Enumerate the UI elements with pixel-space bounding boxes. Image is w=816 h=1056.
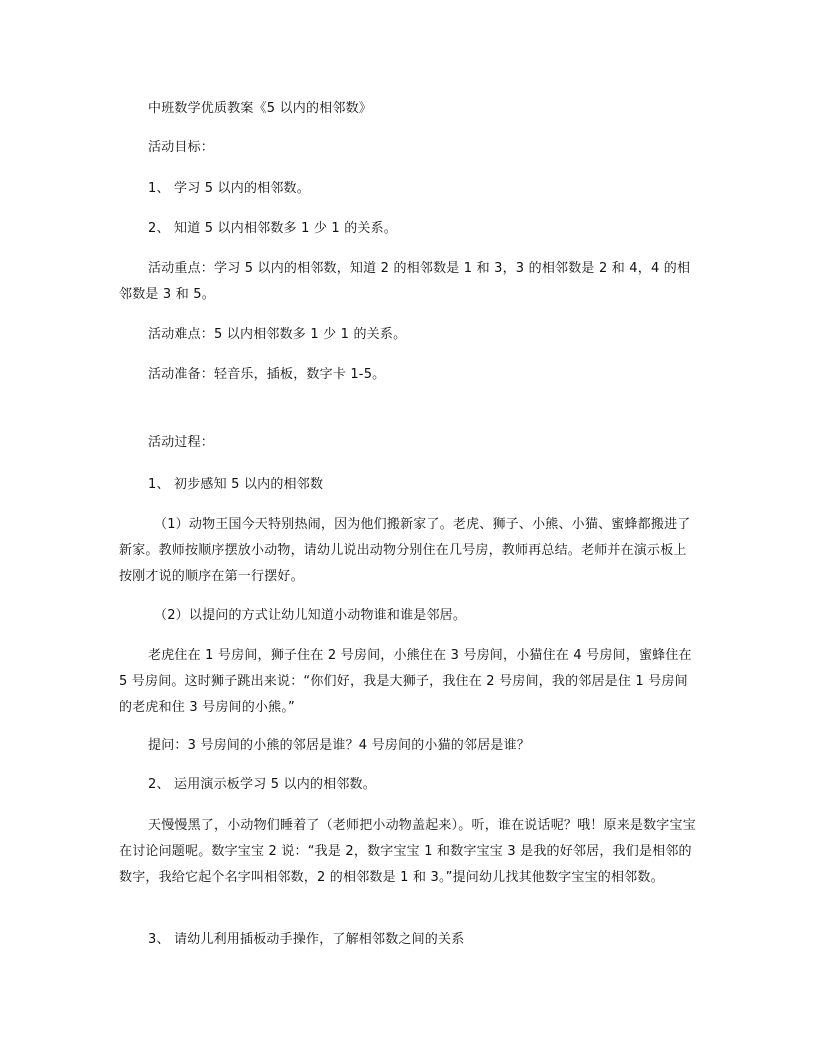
process-heading: 活动过程： xyxy=(148,435,215,450)
step-1-paragraph-2: （2）以提问的方式让幼儿知道小动物谁和谁是邻居。 xyxy=(154,608,467,623)
step-1-paragraph-1: （1）动物王国今天特别热闹，因为他们搬新家了。老虎、狮子、小熊、小猫、蜜蜂都搬进了新家。教师按顺序摆放小动物，请幼儿说出动物分别住在几号房，教师再总结。老师并在演示板上按刚才说的顺序在第一行摆好。 xyxy=(119,517,691,584)
step-2-heading: 2、 运用演示板学习 5 以内的相邻数。 xyxy=(148,777,376,792)
goal-1: 1、 学习 5 以内的相邻数。 xyxy=(148,181,310,196)
step-1-paragraph-3: 老虎住在 1 号房间，狮子住在 2 号房间，小熊住在 3 号房间，小猫住在 4 号房间，蜜蜂住在 5 号房间。这时狮子跳出来说：“你们好，我是大狮子，我住在 2 号房间，我的邻居是住 1 号房间的老虎和住 3 号房间的小熊。” xyxy=(119,648,692,715)
document-title: 中班数学优质教案《5 以内的相邻数》 xyxy=(148,101,373,116)
preparation: 活动准备：轻音乐，插板，数字卡 1-5。 xyxy=(148,367,386,382)
step-3-heading: 3、 请幼儿利用插板动手操作，了解相邻数之间的关系 xyxy=(148,932,465,947)
difficulty: 活动难点：5 以内相邻数多 1 少 1 的关系。 xyxy=(148,327,407,342)
step-1-question: 提问：3 号房间的小熊的邻居是谁？4 号房间的小猫的邻居是谁？ xyxy=(148,738,531,753)
step-2-paragraph-1: 天慢慢黑了，小动物们睡着了（老师把小动物盖起来）。听，谁在说话呢？哦！原来是数字宝宝在讨论问题呢。数字宝宝 2 说：“我是 2，数字宝宝 1 和数字宝宝 3 是我的好邻居，我们是相邻的数字，我给它起个名字叫相邻数，2 的相邻数是 1 和 3。”提问幼儿找其他数字宝宝的相邻数。 xyxy=(119,818,696,885)
goal-2: 2、 知道 5 以内相邻数多 1 少 1 的关系。 xyxy=(148,221,398,236)
goals-heading: 活动目标： xyxy=(148,140,215,155)
key-point: 活动重点：学习 5 以内的相邻数，知道 2 的相邻数是 1 和 3，3 的相邻数是 2 和 4，4 的相邻数是 3 和 5。 xyxy=(119,261,691,302)
step-1-heading: 1、 初步感知 5 以内的相邻数 xyxy=(148,477,324,492)
